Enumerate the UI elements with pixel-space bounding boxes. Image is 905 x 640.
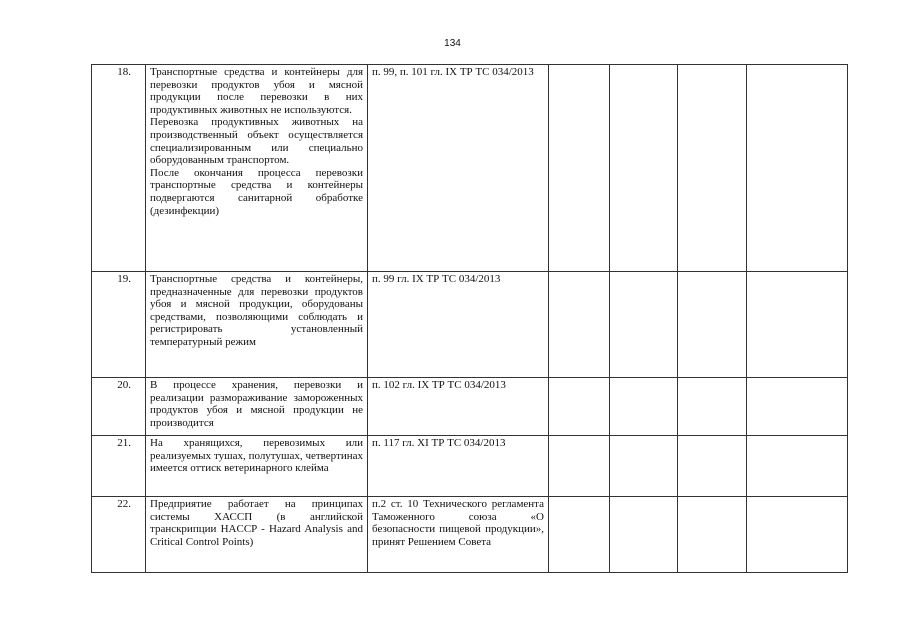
empty-cell [610, 272, 678, 378]
table-row [92, 436, 848, 497]
requirement-text [146, 272, 368, 378]
requirement-paragraph: Транспортные средства и контейнеры для перевозки продуктов убоя и мясной продукции после перевозки в них продуктивных животных не используются. [150, 66, 363, 116]
row-number: 22. [92, 497, 146, 573]
requirement-paragraph: Транспортные средства и контейнеры, предназначенные для перевозки продуктов убоя и мясной продукции, оборудованы средствами, позволяющими соблюдать и регистрировать установленный температурный режим [150, 273, 363, 348]
empty-cell [678, 497, 747, 573]
legal-reference: п. 99 гл. IX ТР ТС 034/2013 [368, 272, 549, 378]
legal-reference: п. 117 гл. XI ТР ТС 034/2013 [368, 436, 549, 497]
empty-cell [549, 272, 610, 378]
requirements-table [91, 64, 848, 573]
requirement-text [146, 436, 368, 497]
requirement-paragraph: После окончания процесса перевозки транспортные средства и контейнеры подвергаются санитарной обработке (дезинфекции) [150, 166, 363, 217]
legal-reference: п.2 ст. 10 Технического регламента Таможенного союза «О безопасности пищевой продукции», принят Решением Совета [368, 497, 549, 573]
requirement-text [146, 497, 368, 573]
requirement-text [146, 378, 368, 436]
row-number: 18. [92, 65, 146, 272]
table-row [92, 378, 848, 436]
table-row [92, 272, 848, 378]
empty-cell [549, 497, 610, 573]
empty-cell [747, 436, 848, 497]
empty-cell [678, 378, 747, 436]
empty-cell [678, 436, 747, 497]
page-number: 134 [444, 38, 461, 49]
empty-cell [610, 436, 678, 497]
empty-cell [610, 65, 678, 272]
empty-cell [610, 497, 678, 573]
row-number: 21. [92, 436, 146, 497]
table-row [92, 65, 848, 272]
empty-cell [747, 497, 848, 573]
empty-cell [747, 272, 848, 378]
requirement-paragraph: На хранящихся, перевозимых или реализуемых тушах, полутушах, четвертинах имеется оттиск ветеринарного клейма [150, 437, 363, 475]
empty-cell [678, 272, 747, 378]
empty-cell [610, 378, 678, 436]
empty-cell [549, 436, 610, 497]
empty-cell [747, 378, 848, 436]
empty-cell [549, 65, 610, 272]
row-number: 20. [92, 378, 146, 436]
table-row [92, 497, 848, 573]
row-number: 19. [92, 272, 146, 378]
empty-cell [747, 65, 848, 272]
requirement-paragraph: В процессе хранения, перевозки и реализации размораживание замороженных продуктов убоя и мясной продукции не производится [150, 379, 363, 429]
requirement-text [146, 65, 368, 272]
requirement-paragraph: Предприятие работает на принципах системы ХАССП (в английской транскрипции HACCP - Hazard Analysis and Critical Control Points) [150, 498, 363, 548]
empty-cell [549, 378, 610, 436]
empty-cell [678, 65, 747, 272]
legal-reference: п. 102 гл. IX ТР ТС 034/2013 [368, 378, 549, 436]
legal-reference: п. 99, п. 101 гл. IX ТР ТС 034/2013 [368, 65, 549, 272]
requirement-paragraph: Перевозка продуктивных животных на производственный объект осуществляется специализированным или специально оборудованным транспортом. [150, 116, 363, 167]
